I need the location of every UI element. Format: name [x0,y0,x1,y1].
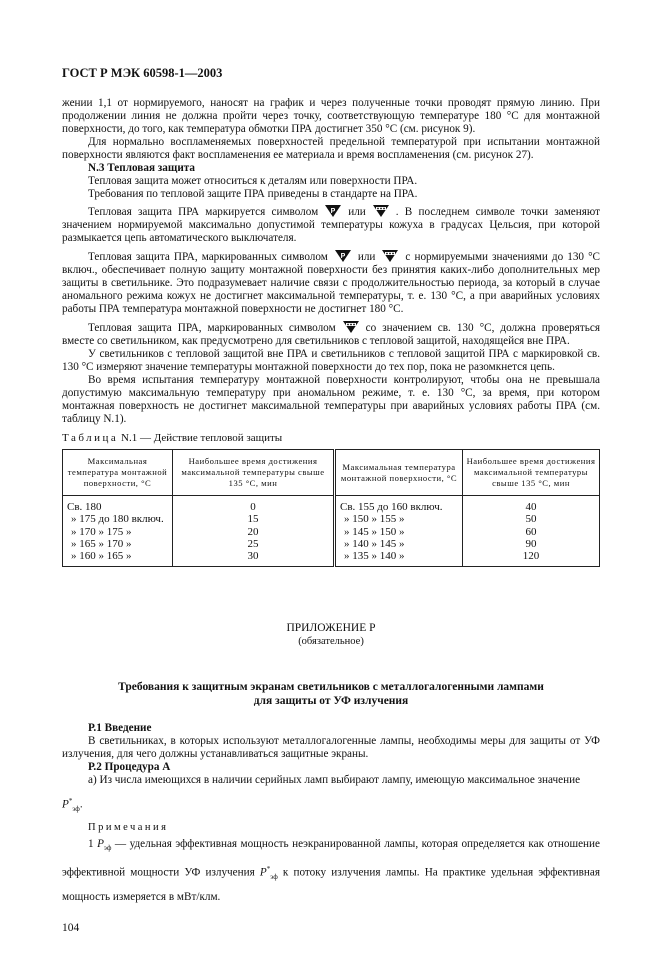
text: . В последнем символе точки заменяют значением нормируемой максимально допустимой температуры кожуха в градусах Цельсия, при которой размыкается цепь автоматического выключателя. [62,206,601,244]
page-number: 104 [62,921,80,934]
appendix-title: ПРИЛОЖЕНИЕ Р [286,622,376,635]
caption-prefix: Таблица [62,432,119,444]
thermal-protection-table [62,449,600,567]
column-header: Максимальная температура монтажной поверхности, °С [335,450,463,496]
cell: » 160 » 165 » [63,550,173,567]
cell: 50 [463,513,600,525]
text: со значением св. 130 °С, должна проверяться вместе со светильником, как предусмотрено для светильников с тепловой защитой, находящейся вне ПРА. [62,322,600,347]
note-1 [62,834,600,906]
thermal-protection-dots-icon [372,204,390,218]
document-header: ГОСТ Р МЭК 60598-1—2003 [62,66,223,80]
thermal-protection-p-icon [324,204,342,218]
table-row [63,513,600,525]
cell: 20 [173,526,335,538]
thermal-protection-dots-icon [381,249,399,263]
paragraph: а) Из числа имеющихся в наличии серийных ламп выбирают лампу, имеющую максимальное значение [88,774,581,787]
paragraph: Тепловая защита может относиться к деталям или поверхности ПРА. [88,175,418,187]
paragraph: Для нормально воспламеняемых поверхностей предельной температурой при испытании монтажной поверхности являются факт воспламенения ее материала и время воспламенения (см. рисунок 27). [62,136,600,161]
intro-section [62,97,600,426]
table-row [63,526,600,538]
table-row [63,496,600,514]
cell: 120 [463,550,600,567]
cell: 40 [463,496,600,514]
column-header: Максимальная температура монтажной поверхности, °С [63,450,173,496]
cell: » 165 » 170 » [63,538,173,550]
table-caption [62,432,600,445]
cell: » 145 » 150 » [335,526,463,538]
cell: 25 [173,538,335,550]
notes-label: Примечания [88,822,169,834]
symbol-sup: * [266,864,271,873]
paragraph: Во время испытания температуру монтажной поверхности контролируют, чтобы она не превышала допустимую максимальную температуру при аномальном режиме, т. е. 130 °С, за время, при котором монтажная поверхность не достигнет максимальной температуры при аварийных условиях работы ПРА (см. таблицу N.1). [62,374,600,425]
symbol: P [97,838,104,851]
text: Тепловая защита ПРА, маркированных символом [88,322,336,334]
column-header: Наибольшее время достижения максимальной температуры свыше 135 °С, мин [173,450,335,496]
text: с нормируемыми значениями до 130 °С включ., обеспечивает полную защиту монтажной поверхности без принятия каких-либо дополнительных мер защиты в светильнике. Это подразумевает наличие связи с продолжительностью периода, за который в случае аномального режима кожух не достигнет максимальной температуры, т. е. 130 °С, а при аварийных условиях работы ПРА температура монтажной поверхности не достигнет 180 °С. [62,251,601,315]
symbol: P [259,866,267,879]
symbol: P [62,799,69,812]
appendix-heading-line2: для защиты от УФ излучения [253,695,409,708]
cell: 15 [173,513,335,525]
section-heading: N.3 Тепловая защита [88,162,195,174]
cell: Св. 180 [63,496,173,514]
paragraph [62,204,600,245]
text: или [357,251,376,263]
text: — удельная эффективная мощность неэкранированной лампы, которая определяется как отношение эффективной мощности УФ излучения [62,838,600,879]
symbol-sub: эф [72,805,80,814]
appendix-heading-line1: Требования к защитным экранам светильников с металлогалогенными лампами [118,681,544,694]
caption-text: N.1 — Действие тепловой защиты [121,432,283,444]
section-heading: Р.1 Введение [88,722,152,735]
paragraph [62,249,600,316]
cell: » 175 до 180 включ. [63,513,173,525]
text: или [348,206,366,218]
symbol-sub: эф [270,872,278,881]
paragraph: В светильниках, в которых используют металлогалогенные лампы, необходимы меры для защиты от УФ излучения, для чего должны устанавливаться защитные экраны. [62,735,600,761]
table-row [63,538,600,550]
table-row [63,550,600,567]
cell: Св. 155 до 160 включ. [335,496,463,514]
cell: 90 [463,538,600,550]
paragraph: Требования по тепловой защите ПРА приведены в стандарте на ПРА. [88,188,418,200]
paragraph [62,320,600,348]
appendix-body [62,722,600,906]
cell: 60 [463,526,600,538]
text: Тепловая защита ПРА, маркированных символом [88,251,328,263]
cell: » 150 » 155 » [335,513,463,525]
cell: 30 [173,550,335,567]
section-heading: Р.2 Процедура А [88,761,171,774]
symbol-sup: * [68,797,73,806]
symbol-sub: эф [103,844,112,853]
thermal-protection-dots-icon [342,320,360,334]
paragraph: жении 1,1 от нормируемого, наносят на график и через полученные точки проводят прямую линию. При продолжении линия не должна пройти через точку, соответствующую температуре 180 °С для монтажной поверхности, до того, как температура обмотки ПРА достигнет 350 °С (см. рисунок 9). [62,97,600,135]
text: Тепловая защита ПРА маркируется символом [88,206,319,218]
text: к потоку излучения лампы. На практике удельная эффективная мощность измеряется в мВт/клм. [62,866,601,903]
appendix-subtitle: (обязательное) [298,636,364,648]
cell: » 140 » 145 » [335,538,463,550]
cell: » 135 » 140 » [335,550,463,567]
thermal-protection-p-icon [334,249,352,263]
note-number: 1 [88,838,94,851]
cell: 0 [173,496,335,514]
paragraph: У светильников с тепловой защитой вне ПРА и светильников с тепловой защитой ПРА с маркировкой св. 130 °С измеряют значение температуры монтажной поверхности до тех пор, пока не разомкнется цепь. [62,348,600,373]
cell: » 170 » 175 » [63,526,173,538]
column-header: Наибольшее время достижения максимальной температуры свыше 135 °С, мин [463,450,600,496]
table-header-row [63,450,600,496]
formula-p-eff: $P^*_{эф}$. [62,797,83,814]
